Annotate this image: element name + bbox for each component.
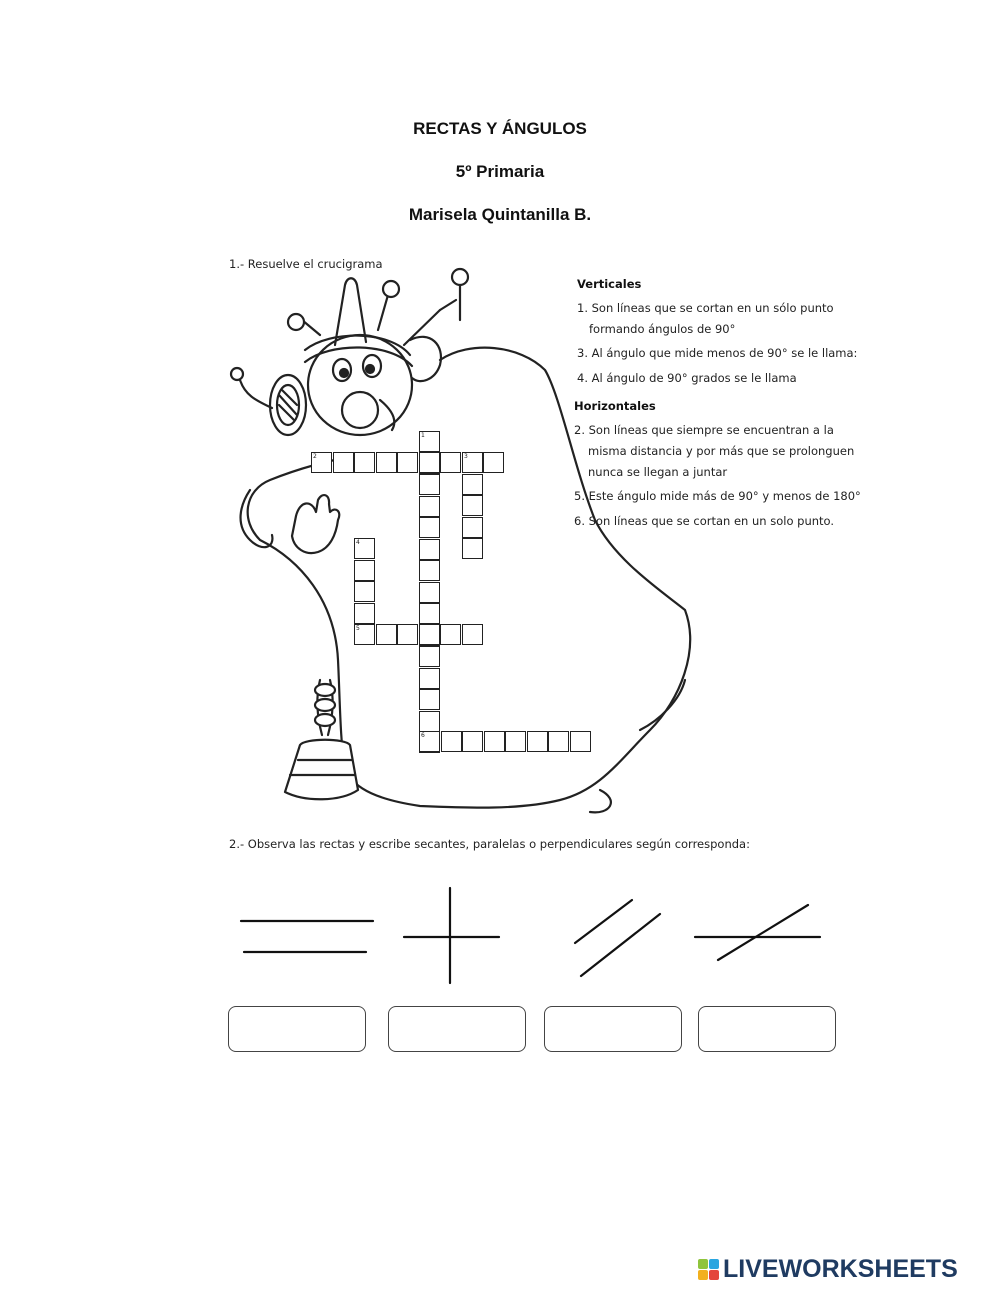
- horizontales-heading: Horizontales: [574, 399, 656, 413]
- clue-horizontal-5: 5. Este ángulo mide más de 90° y menos de 180°: [574, 489, 861, 503]
- answer-box-1[interactable]: [228, 1006, 366, 1052]
- answer-box-2[interactable]: [388, 1006, 526, 1052]
- clue-vertical-1-line2: formando ángulos de 90°: [589, 322, 736, 336]
- perpendicular-lines-figure: [404, 888, 499, 983]
- logo-square-blue: [709, 1259, 719, 1269]
- crossword-number-6: 6: [421, 732, 425, 739]
- liveworksheets-logo: [698, 1254, 958, 1284]
- liveworksheets-logo-icon: [698, 1259, 719, 1280]
- clue-vertical-4: 4. Al ángulo de 90° grados se le llama: [577, 371, 797, 385]
- crossword-number-4: 4: [356, 539, 360, 546]
- answer-box-4[interactable]: [698, 1006, 836, 1052]
- page-title: RECTAS Y ÁNGULOS: [413, 119, 587, 138]
- author-name: Marisela Quintanilla B.: [408, 205, 592, 224]
- crossword-number-1: 1: [421, 432, 425, 439]
- crossword-number-5: 5: [356, 625, 360, 632]
- parallel-horizontal-lines-figure: [241, 921, 373, 952]
- lines-instruction: 2.- Observa las rectas y escribe secantes, paralelas o perpendiculares según corresponda:: [229, 837, 750, 851]
- clue-horizontal-6: 6. Son líneas que se cortan en un solo punto.: [574, 514, 835, 528]
- clue-vertical-3: 3. Al ángulo que mide menos de 90° se le llama:: [577, 346, 858, 360]
- crossword-instruction: 1.- Resuelve el crucigrama: [229, 257, 383, 271]
- clue-horizontal-2-line2: misma distancia y por más que se prolonguen: [588, 444, 855, 458]
- liveworksheets-logo-text: LIVEWORKSHEETS: [723, 1254, 958, 1283]
- logo-square-red: [709, 1270, 719, 1280]
- parallel-diagonal-lines-figure: [575, 900, 660, 976]
- grade-label: 5º Primaria: [455, 162, 545, 181]
- clue-horizontal-2-line1: 2. Son líneas que siempre se encuentran a la: [574, 423, 834, 437]
- logo-square-green: [698, 1259, 708, 1269]
- clue-vertical-1-line1: 1. Son líneas que se cortan en un sólo punto: [577, 301, 834, 315]
- answer-box-3[interactable]: [544, 1006, 682, 1052]
- clue-horizontal-2-line3: nunca se llegan a juntar: [588, 465, 728, 479]
- verticales-heading: Verticales: [577, 277, 642, 291]
- crossword-number-3: 3: [464, 453, 468, 460]
- crossword-number-2: 2: [313, 453, 317, 460]
- secant-lines-figure: [695, 905, 820, 960]
- logo-square-yellow: [698, 1270, 708, 1280]
